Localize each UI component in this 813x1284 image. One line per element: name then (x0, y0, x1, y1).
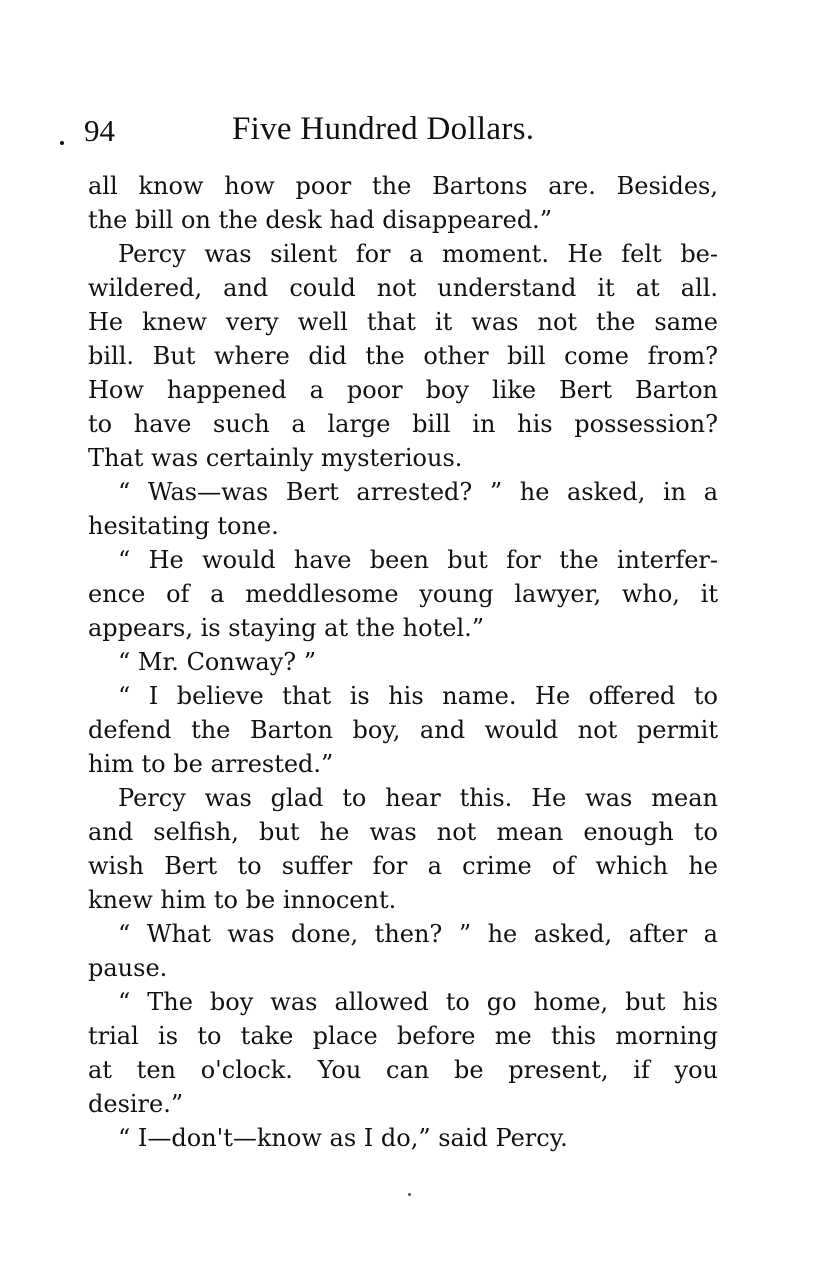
text-line: Percy was glad to hear this. He was mean (118, 784, 718, 812)
text-line: to have such a large bill in his possession? (88, 410, 718, 438)
text-line: wish Bert to suffer for a crime of which he (88, 852, 718, 880)
text-line: ence of a meddlesome young lawyer, who, it (88, 580, 718, 608)
text-line: “ He would have been but for the interfer- (118, 546, 718, 574)
text-line: hesitating tone. (88, 512, 279, 540)
text-line: wildered, and could not understand it at all. (88, 274, 718, 302)
text-line: “ I believe that is his name. He offered to (118, 682, 718, 710)
text-line: “ Was—was Bert arrested? ” he asked, in a (118, 478, 718, 506)
text-line: “ What was done, then? ” he asked, after a (118, 920, 718, 948)
text-line: defend the Barton boy, and would not permit (88, 716, 718, 744)
text-line: Percy was silent for a moment. He felt be- (118, 240, 718, 268)
text-line: all know how poor the Bartons are. Besides, (88, 172, 718, 200)
text-line: He knew very well that it was not the same (88, 308, 718, 336)
text-line: pause. (88, 954, 168, 982)
text-line: trial is to take place before me this morning (88, 1022, 718, 1050)
text-line: How happened a poor boy like Bert Barton (88, 376, 718, 404)
text-line: at ten o'clock. You can be present, if you (88, 1056, 718, 1084)
page-number: 94 (84, 113, 115, 148)
body-text (88, 169, 718, 1155)
text-line: him to be arrested.” (88, 750, 334, 778)
text-line: appears, is staying at the hotel.” (88, 614, 485, 642)
text-line: bill. But where did the other bill come from? (88, 342, 718, 370)
text-line: That was certainly mysterious. (88, 444, 463, 472)
print-speck (408, 1193, 411, 1196)
running-title: Five Hundred Dollars. (232, 111, 535, 147)
text-line: “ The boy was allowed to go home, but his (118, 988, 718, 1016)
text-line: “ Mr. Conway? ” (118, 648, 317, 676)
text-line: knew him to be innocent. (88, 886, 397, 914)
text-line: desire.” (88, 1090, 184, 1118)
margin-dot (60, 141, 64, 145)
text-line: the bill on the desk had disappeared.” (88, 206, 553, 234)
text-line: “ I—don't—know as I do,” said Percy. (118, 1124, 568, 1152)
text-line: and selfish, but he was not mean enough to (88, 818, 718, 846)
